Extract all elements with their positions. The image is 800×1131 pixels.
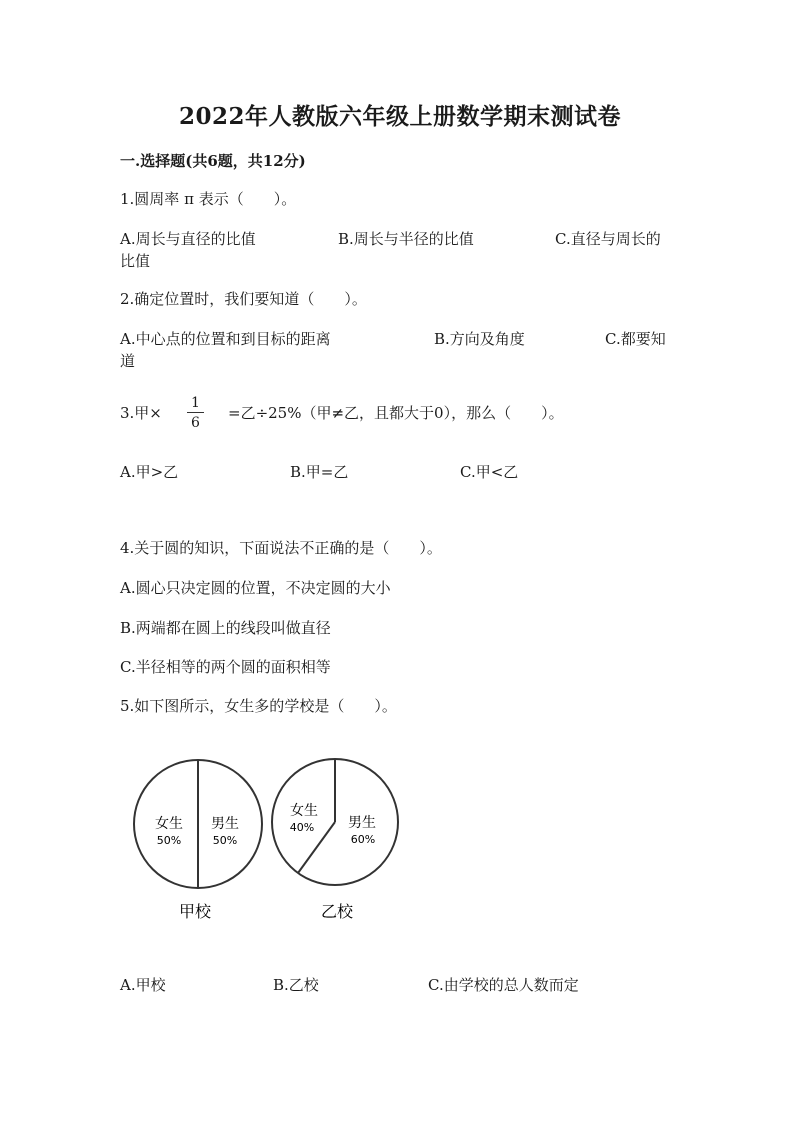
question-2-option-b: B.方向及角度 [434,330,525,348]
question-1-stem: 1.圆周率 π 表示（ ）。 [120,190,297,208]
pie-jia-girls-value: 50% [156,834,182,847]
question-5-stem: 5.如下图所示，女生多的学校是（ ）。 [120,697,397,715]
question-3-stem-prefix: 3.甲× [120,404,162,422]
question-5-option-b: B.乙校 [273,976,319,994]
pie-jia-boys-label: 男生 [211,816,239,832]
question-2-option-a: A.中心点的位置和到目标的距离 [120,330,331,348]
question-3-option-c: C.甲<乙 [460,463,519,481]
pie-chart-yi [272,759,398,921]
pie-yi-girls-label: 女生 [290,803,318,819]
page-title: 2022年人教版六年级上册数学期末测试卷 [178,103,621,130]
question-1-option-c: C.直径与周长的 [555,230,661,248]
question-1-option-a: A.周长与直径的比值 [120,230,256,248]
pie-jia-boys-value: 50% [212,834,238,847]
question-3-stem-suffix: =乙÷25%（甲≠乙，且都大于0），那么（ ）。 [228,404,564,422]
pie-chart-jia [134,760,262,921]
question-4-option-b: B.两端都在圆上的线段叫做直径 [120,619,331,637]
question-2-option-c: C.都要知 [605,330,666,348]
pie-yi-boys-label: 男生 [348,815,376,831]
pie-yi-boys-value: 60% [350,833,376,846]
pie-charts-figure [120,745,420,930]
question-2-stem: 2.确定位置时，我们要知道（ ）。 [120,290,367,308]
section-heading: 一.选择题(共6题，共12分) [120,152,306,170]
question-4-option-c: C.半径相等的两个圆的面积相等 [120,658,331,676]
question-5-option-a: A.甲校 [120,976,166,994]
question-2-option-c-wrap: 道 [120,352,136,370]
fraction-numerator: 1 [187,394,204,413]
question-1-option-b: B.周长与半径的比值 [338,230,474,248]
question-3-option-b: B.甲=乙 [290,463,349,481]
fraction-denominator: 6 [191,415,200,431]
question-1-option-c-wrap: 比值 [120,252,151,270]
pie-jia-title: 甲校 [178,902,212,921]
question-4-stem: 4.关于圆的知识，下面说法不正确的是（ ）。 [120,539,442,557]
pie-yi-girls-value: 40% [289,821,315,834]
question-5-option-c: C.由学校的总人数而定 [428,976,579,994]
pie-yi-title: 乙校 [320,902,354,921]
pie-jia-girls-label: 女生 [155,816,183,832]
question-3-option-a: A.甲>乙 [120,463,179,481]
fraction-one-sixth [187,394,204,433]
question-4-option-a: A.圆心只决定圆的位置，不决定圆的大小 [120,579,391,597]
